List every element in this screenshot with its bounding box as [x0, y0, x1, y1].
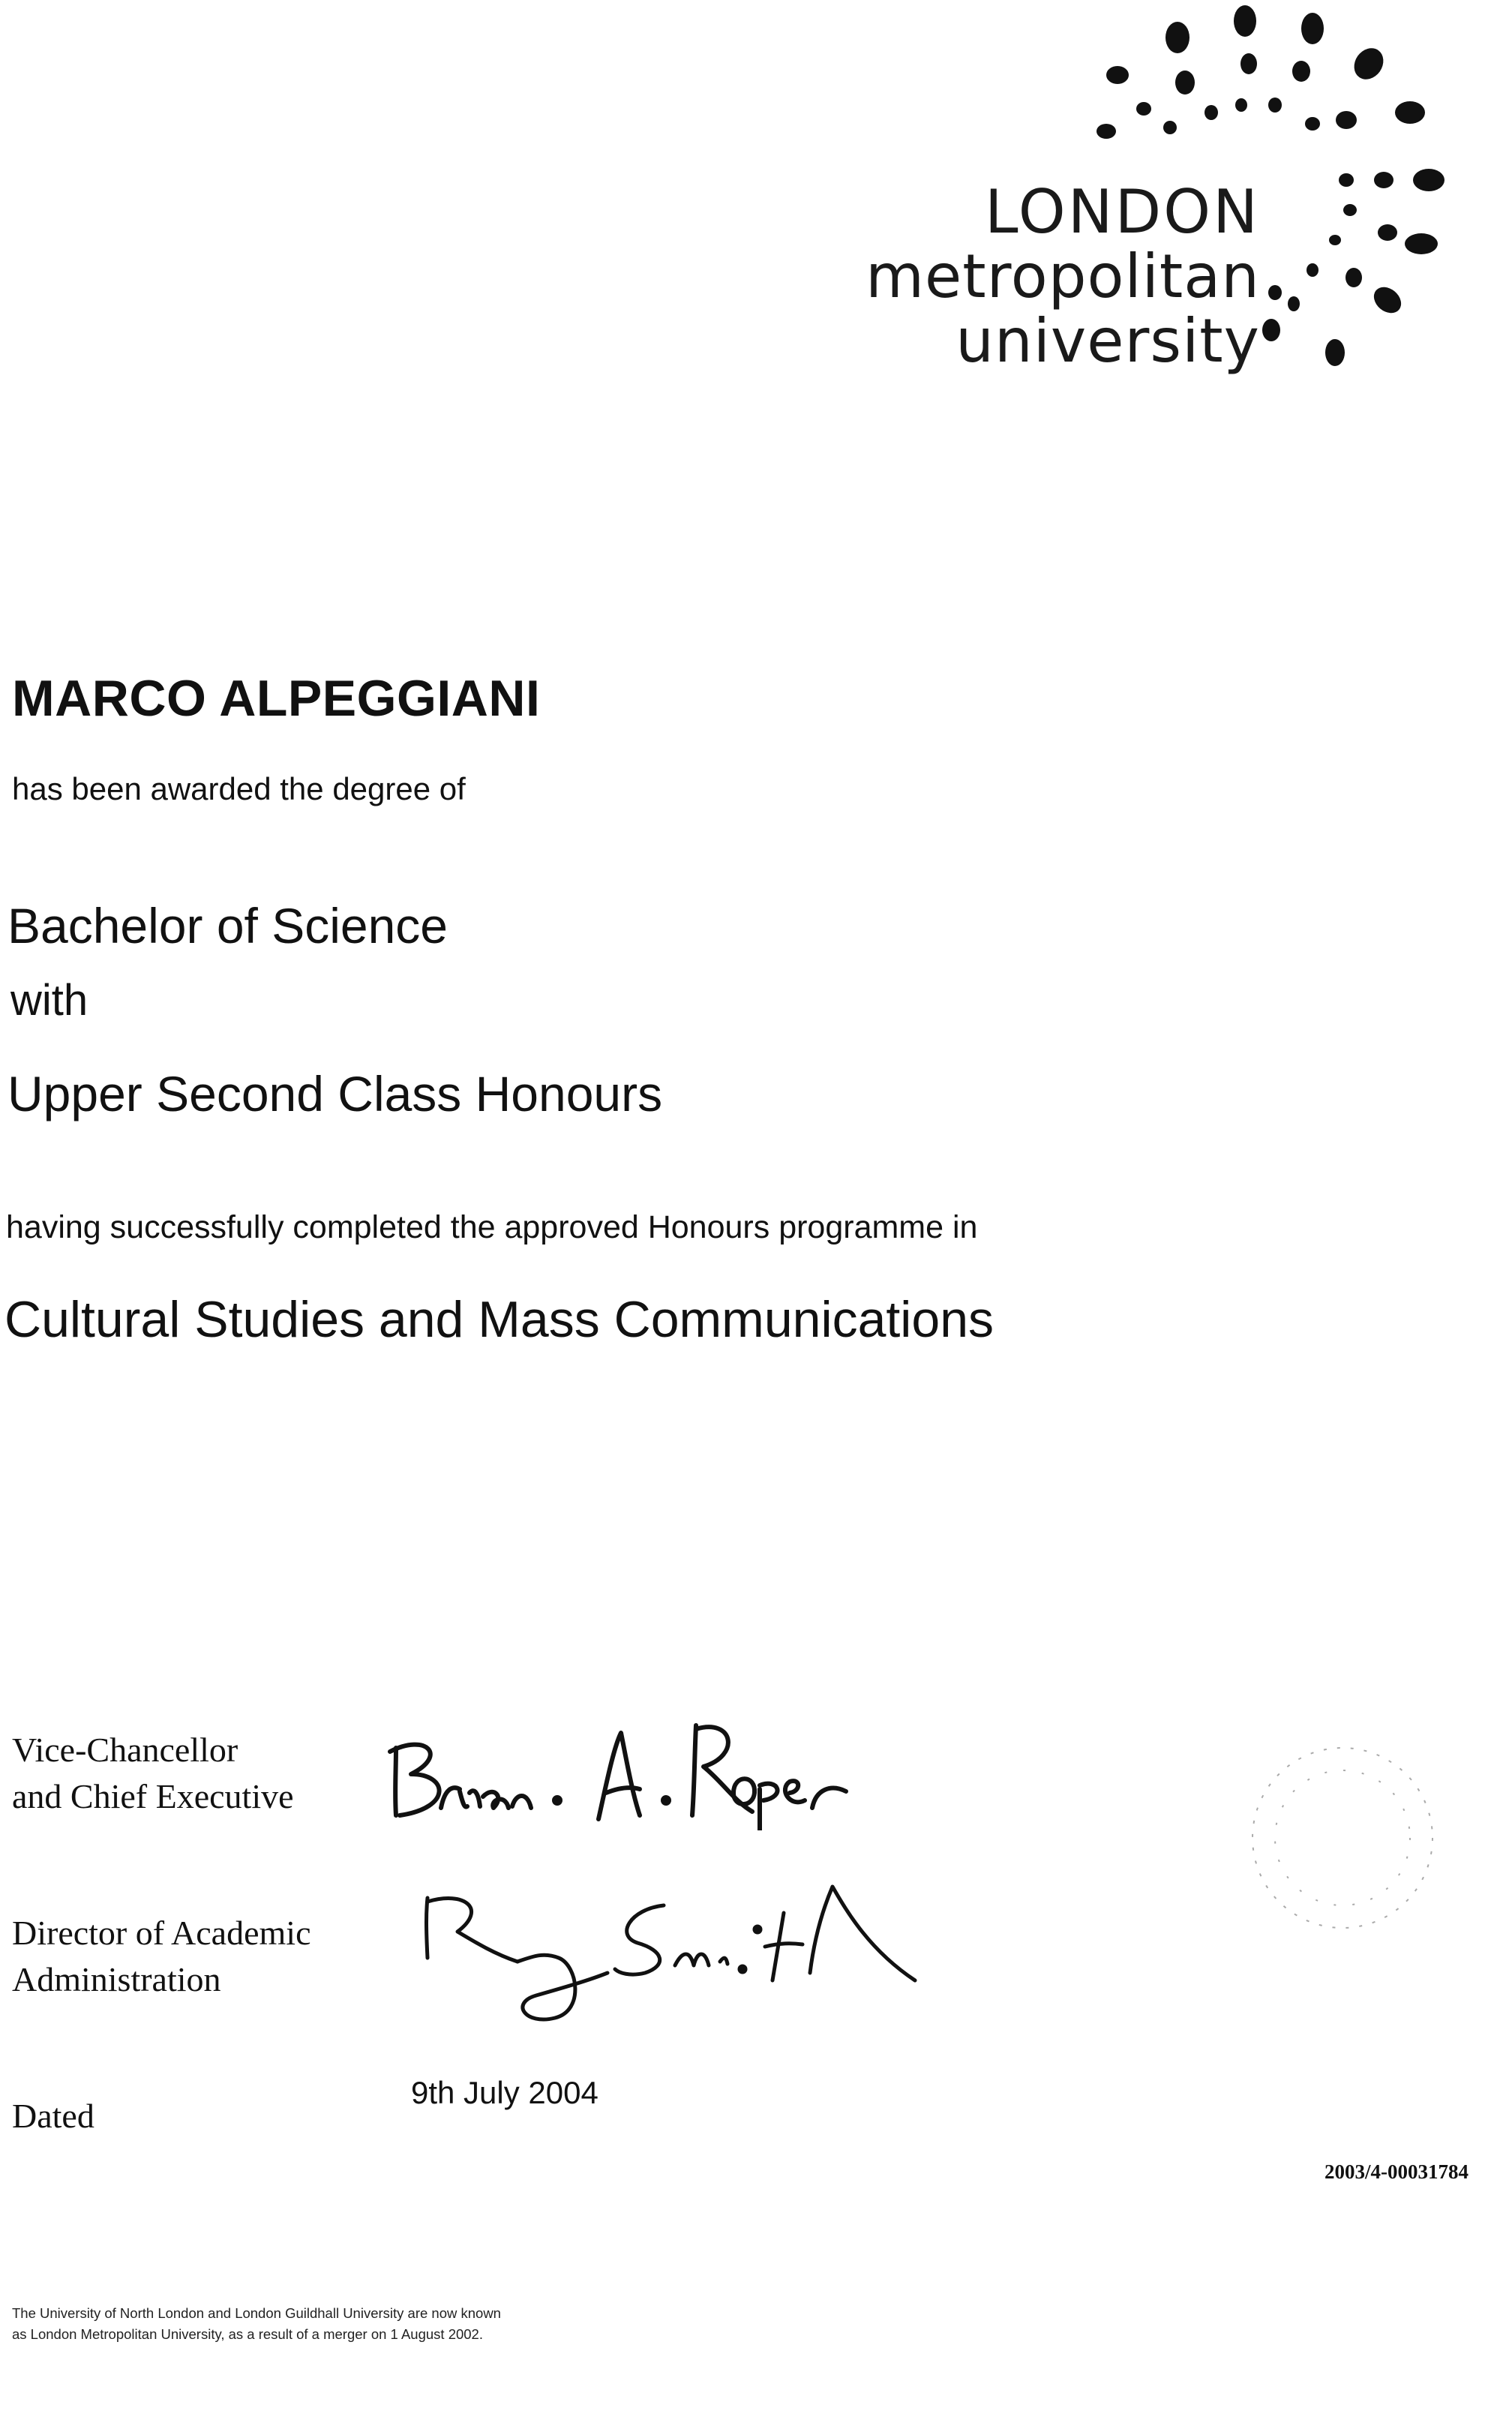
vice-chancellor-title-line1: Vice-Chancellor [12, 1731, 238, 1769]
director-title-line2: Administration [12, 1960, 221, 1998]
footnote-line2: as London Metropolitan University, as a result of a merger on 1 August 2002. [12, 2326, 483, 2342]
degree-classification: Upper Second Class Honours [8, 1066, 663, 1121]
logo-line-london: LONDON [985, 177, 1260, 247]
subject-title: Cultural Studies and Mass Communications [4, 1291, 994, 1348]
serial-number: 2003/4-00031784 [1324, 2160, 1468, 2183]
programme-text: having successfully completed the approved Honours programme in [6, 1209, 978, 1245]
date-value: 9th July 2004 [411, 2075, 598, 2110]
vice-chancellor-title-line2: and Chief Executive [12, 1777, 294, 1815]
logo-dots-icon [1088, 0, 1478, 420]
embossed-seal-icon [1230, 1725, 1455, 1965]
logo-line-metropolitan: metropolitan [866, 242, 1260, 311]
vice-chancellor-signature [381, 1703, 876, 1830]
director-signature [405, 1868, 930, 2033]
vice-chancellor-title [12, 1727, 294, 1820]
dated-label: Dated [12, 2097, 94, 2135]
awarded-text: has been awarded the degree of [12, 771, 466, 806]
degree-title: Bachelor of Science [8, 898, 448, 953]
merger-footnote [12, 2303, 501, 2345]
recipient-name: MARCO ALPEGGIANI [12, 670, 541, 727]
with-text: with [10, 976, 88, 1025]
director-title-line1: Director of Academic [12, 1914, 311, 1952]
footnote-line1: The University of North London and London Guildhall University are now known [12, 2305, 501, 2321]
logo-line-university: university [956, 306, 1260, 376]
director-title [12, 1910, 310, 2003]
